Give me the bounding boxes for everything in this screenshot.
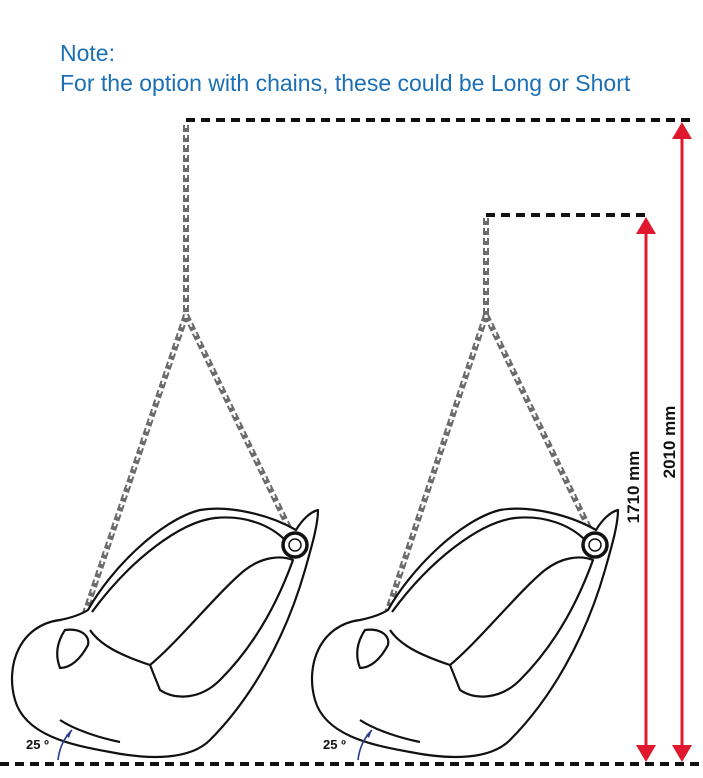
long-dimension-label: 2010 mm	[660, 405, 679, 479]
short-dimension-arrow	[624, 217, 656, 762]
right-angle-label: 25 º	[323, 737, 346, 752]
short-dimension-label: 1710 mm	[624, 450, 643, 524]
note-heading: Note:	[60, 40, 115, 66]
left-angle-label: 25 º	[26, 737, 49, 752]
swing-seat	[12, 509, 318, 757]
swing-seat	[312, 509, 618, 757]
long-dimension-arrow	[660, 122, 692, 762]
note-text: For the option with chains, these could be Long or Short	[60, 70, 631, 96]
short-chain-swing	[312, 218, 618, 760]
long-chain-swing	[12, 125, 318, 760]
